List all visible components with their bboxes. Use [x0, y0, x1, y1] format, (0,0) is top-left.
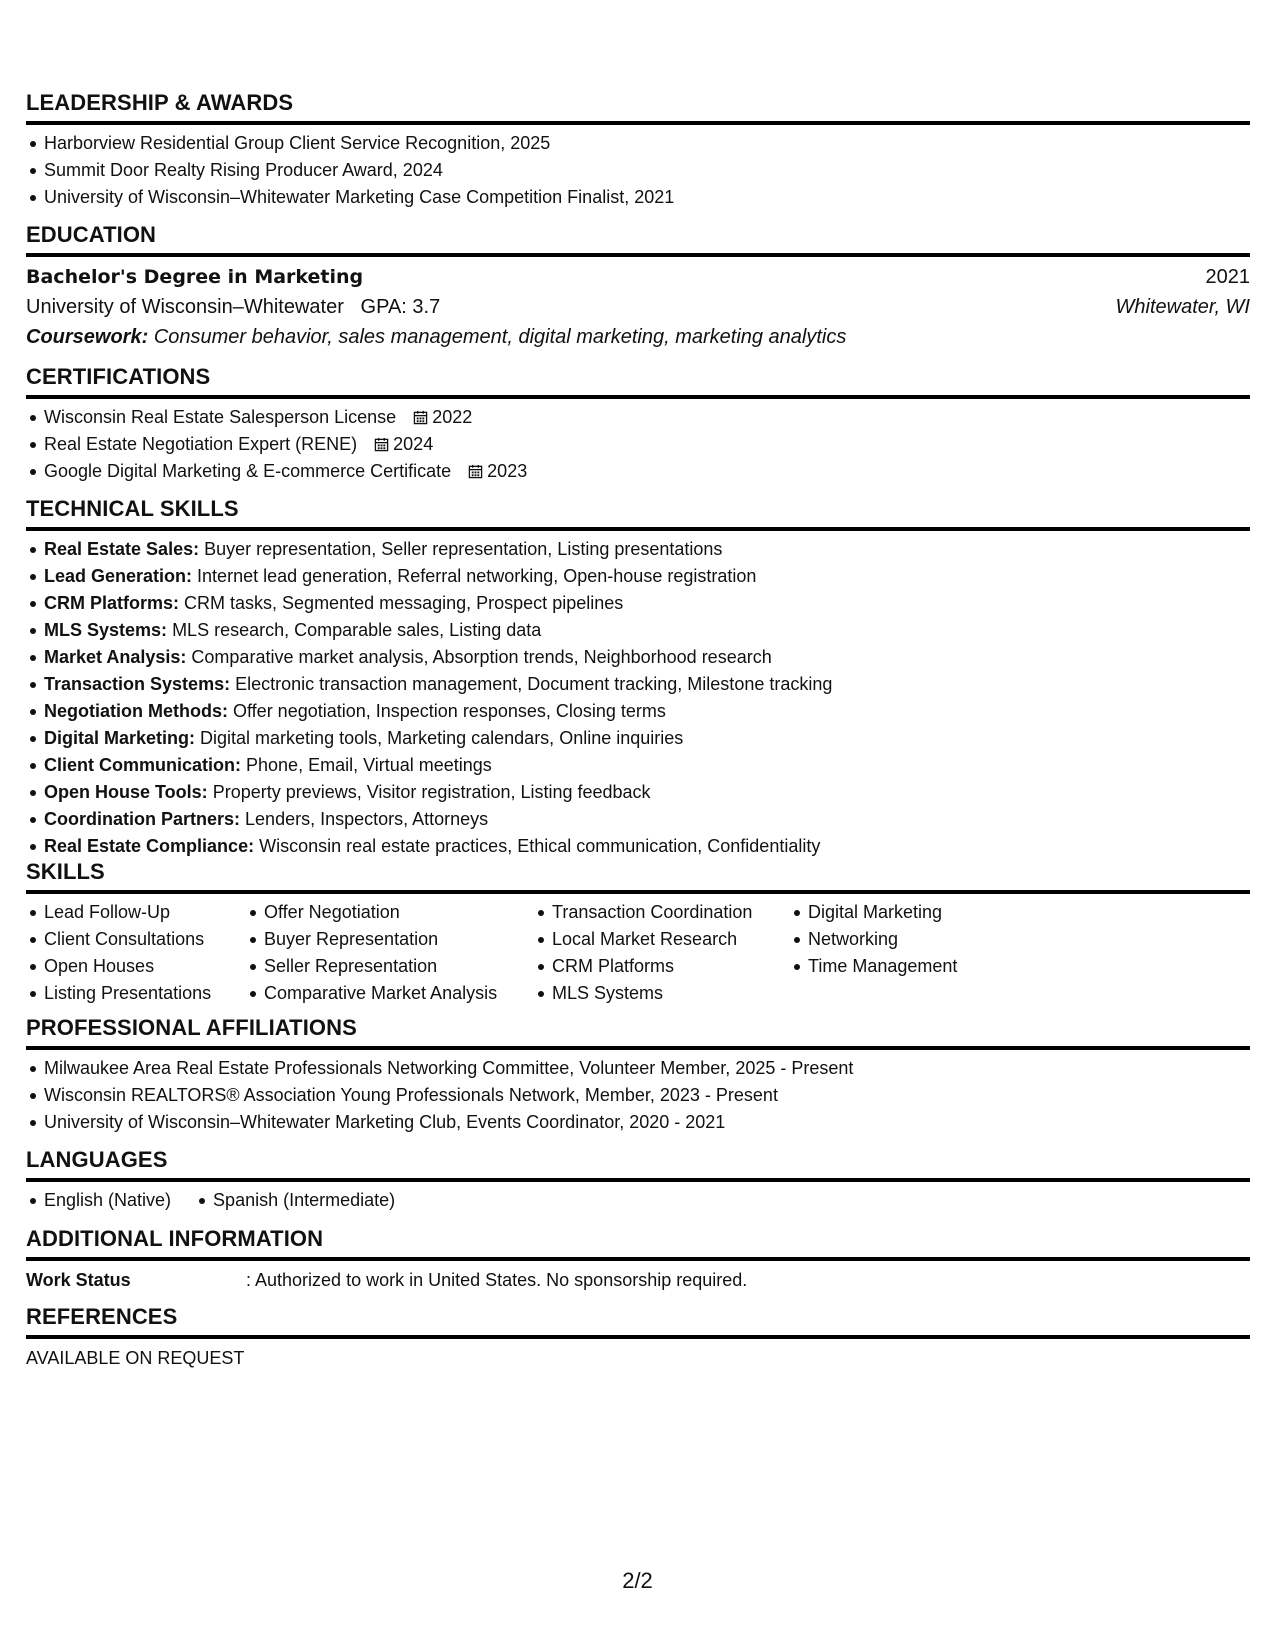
skill-value: Phone, Email, Virtual meetings — [246, 755, 492, 775]
technical-skill-item — [26, 671, 1250, 698]
skill-item: Transaction Coordination — [534, 899, 790, 926]
education-school-row — [26, 292, 1250, 322]
skill-value: Property previews, Visitor registration, Listing feedback — [212, 782, 651, 802]
technical-skill-item — [26, 752, 1250, 779]
languages-section — [26, 1147, 1250, 1214]
skill-value: Offer negotiation, Inspection responses, Closing terms — [233, 701, 666, 721]
certification-year: 2022 — [432, 407, 473, 427]
section-title: EDUCATION — [26, 222, 1250, 257]
school-line — [26, 292, 440, 322]
skill-value: MLS research, Comparable sales, Listing data — [172, 620, 542, 640]
section-title: ADDITIONAL INFORMATION — [26, 1226, 1250, 1261]
coursework-label: Coursework: — [26, 326, 149, 348]
skills-column — [534, 899, 790, 1007]
skill-item: Local Market Research — [534, 926, 790, 953]
coursework-text: Consumer behavior, sales management, digital marketing, marketing analytics — [153, 326, 847, 348]
technical-skill-item — [26, 590, 1250, 617]
skill-item: Offer Negotiation — [246, 899, 534, 926]
section-title: TECHNICAL SKILLS — [26, 496, 1250, 531]
skill-label: Market Analysis: — [44, 647, 187, 667]
technical-skill-item — [26, 833, 1250, 860]
affiliations-section — [26, 1015, 1250, 1136]
gpa: GPA: 3.7 — [360, 296, 441, 318]
calendar-icon — [468, 464, 483, 479]
skill-item: Lead Follow-Up — [26, 899, 246, 926]
skill-label: MLS Systems: — [44, 620, 168, 640]
skill-value: Lenders, Inspectors, Attorneys — [245, 809, 489, 829]
skill-label: CRM Platforms: — [44, 593, 180, 613]
skill-label: Coordination Partners: — [44, 809, 241, 829]
school: University of Wisconsin–Whitewater — [26, 296, 344, 318]
technical-skill-item — [26, 806, 1250, 833]
page-number: 2/2 — [622, 1568, 653, 1593]
technical-skill-item — [26, 617, 1250, 644]
section-title: PROFESSIONAL AFFILIATIONS — [26, 1015, 1250, 1050]
languages-list — [26, 1187, 1250, 1214]
skill-label: Open House Tools: — [44, 782, 208, 802]
skill-label: Digital Marketing: — [44, 728, 196, 748]
leadership-section — [26, 90, 1250, 211]
leadership-list — [26, 130, 1250, 211]
skill-label: Real Estate Compliance: — [44, 836, 255, 856]
certification-item — [26, 458, 1250, 485]
skills-column — [246, 899, 534, 1007]
list-item: Wisconsin REALTORS® Association Young Professionals Network, Member, 2023 - Present — [26, 1082, 1250, 1109]
section-title: CERTIFICATIONS — [26, 364, 1250, 399]
skills-column — [26, 899, 246, 1007]
skill-item: CRM Platforms — [534, 953, 790, 980]
technical-skill-item — [26, 563, 1250, 590]
references-text: AVAILABLE ON REQUEST — [26, 1348, 245, 1368]
education-degree-row — [26, 262, 1250, 292]
section-title: LANGUAGES — [26, 1147, 1250, 1182]
certifications-list — [26, 404, 1250, 485]
certification-year: 2023 — [487, 461, 528, 481]
section-title: SKILLS — [26, 859, 1250, 894]
coursework — [26, 322, 1250, 353]
list-item: Milwaukee Area Real Estate Professionals Networking Committee, Volunteer Member, 2025 - Present — [26, 1055, 1250, 1082]
skill-label: Real Estate Sales: — [44, 539, 200, 559]
skill-item: Seller Representation — [246, 953, 534, 980]
calendar-icon — [413, 410, 428, 425]
skill-item: Time Management — [790, 953, 1030, 980]
skill-label: Client Communication: — [44, 755, 241, 775]
skill-item: Client Consultations — [26, 926, 246, 953]
affiliations-list — [26, 1055, 1250, 1136]
technical-skills-section — [26, 496, 1250, 860]
skill-item: MLS Systems — [534, 980, 790, 1007]
language-item: Spanish (Intermediate) — [195, 1187, 395, 1214]
calendar-icon — [374, 437, 389, 452]
skills-section — [26, 859, 1250, 1007]
certification-name: Google Digital Marketing & E-commerce Certificate — [44, 461, 452, 481]
skill-value: Internet lead generation, Referral networking, Open-house registration — [197, 566, 757, 586]
work-status-row — [26, 1266, 1250, 1294]
technical-skill-item — [26, 725, 1250, 752]
work-status-label: Work Status — [26, 1270, 131, 1290]
certification-name: Wisconsin Real Estate Salesperson License — [44, 407, 397, 427]
skill-value: CRM tasks, Segmented messaging, Prospect pipelines — [184, 593, 624, 613]
skill-value: Electronic transaction management, Document tracking, Milestone tracking — [235, 674, 833, 694]
technical-skill-item — [26, 698, 1250, 725]
technical-skills-list — [26, 536, 1250, 860]
certification-name: Real Estate Negotiation Expert (RENE) — [44, 434, 358, 454]
skill-value: Wisconsin real estate practices, Ethical communication, Confidentiality — [259, 836, 821, 856]
degree: Bachelor's Degree in Marketing — [26, 266, 364, 288]
skill-item: Networking — [790, 926, 1030, 953]
technical-skill-item — [26, 536, 1250, 563]
skill-item: Comparative Market Analysis — [246, 980, 534, 1007]
skill-label: Negotiation Methods: — [44, 701, 228, 721]
skill-item: Buyer Representation — [246, 926, 534, 953]
graduation-year: 2021 — [1205, 266, 1250, 288]
certification-item — [26, 431, 1250, 458]
work-status-value: : Authorized to work in United States. No sponsorship required. — [246, 1270, 748, 1290]
references-section — [26, 1304, 1250, 1372]
certification-year: 2024 — [393, 434, 434, 454]
school-location: Whitewater, WI — [1115, 296, 1250, 318]
section-title: REFERENCES — [26, 1304, 1250, 1339]
list-item: Harborview Residential Group Client Service Recognition, 2025 — [26, 130, 1250, 157]
skill-item: Digital Marketing — [790, 899, 1030, 926]
certification-item — [26, 404, 1250, 431]
language-item: English (Native) — [26, 1187, 171, 1214]
list-item: Summit Door Realty Rising Producer Award, 2024 — [26, 157, 1250, 184]
skill-item: Open Houses — [26, 953, 246, 980]
technical-skill-item — [26, 644, 1250, 671]
list-item: University of Wisconsin–Whitewater Marketing Case Competition Finalist, 2021 — [26, 184, 1250, 211]
skills-column — [790, 899, 1030, 1007]
additional-info-section — [26, 1226, 1250, 1294]
skill-item: Listing Presentations — [26, 980, 246, 1007]
skill-value: Buyer representation, Seller representation, Listing presentations — [204, 539, 723, 559]
skill-label: Lead Generation: — [44, 566, 193, 586]
skill-label: Transaction Systems: — [44, 674, 231, 694]
skill-value: Digital marketing tools, Marketing calendars, Online inquiries — [200, 728, 684, 748]
technical-skill-item — [26, 779, 1250, 806]
skills-columns — [26, 899, 1250, 1007]
list-item: University of Wisconsin–Whitewater Marketing Club, Events Coordinator, 2020 - 2021 — [26, 1109, 1250, 1136]
skill-value: Comparative market analysis, Absorption trends, Neighborhood research — [191, 647, 772, 667]
education-section — [26, 222, 1250, 353]
certifications-section — [26, 364, 1250, 485]
section-title: LEADERSHIP & AWARDS — [26, 90, 1250, 125]
